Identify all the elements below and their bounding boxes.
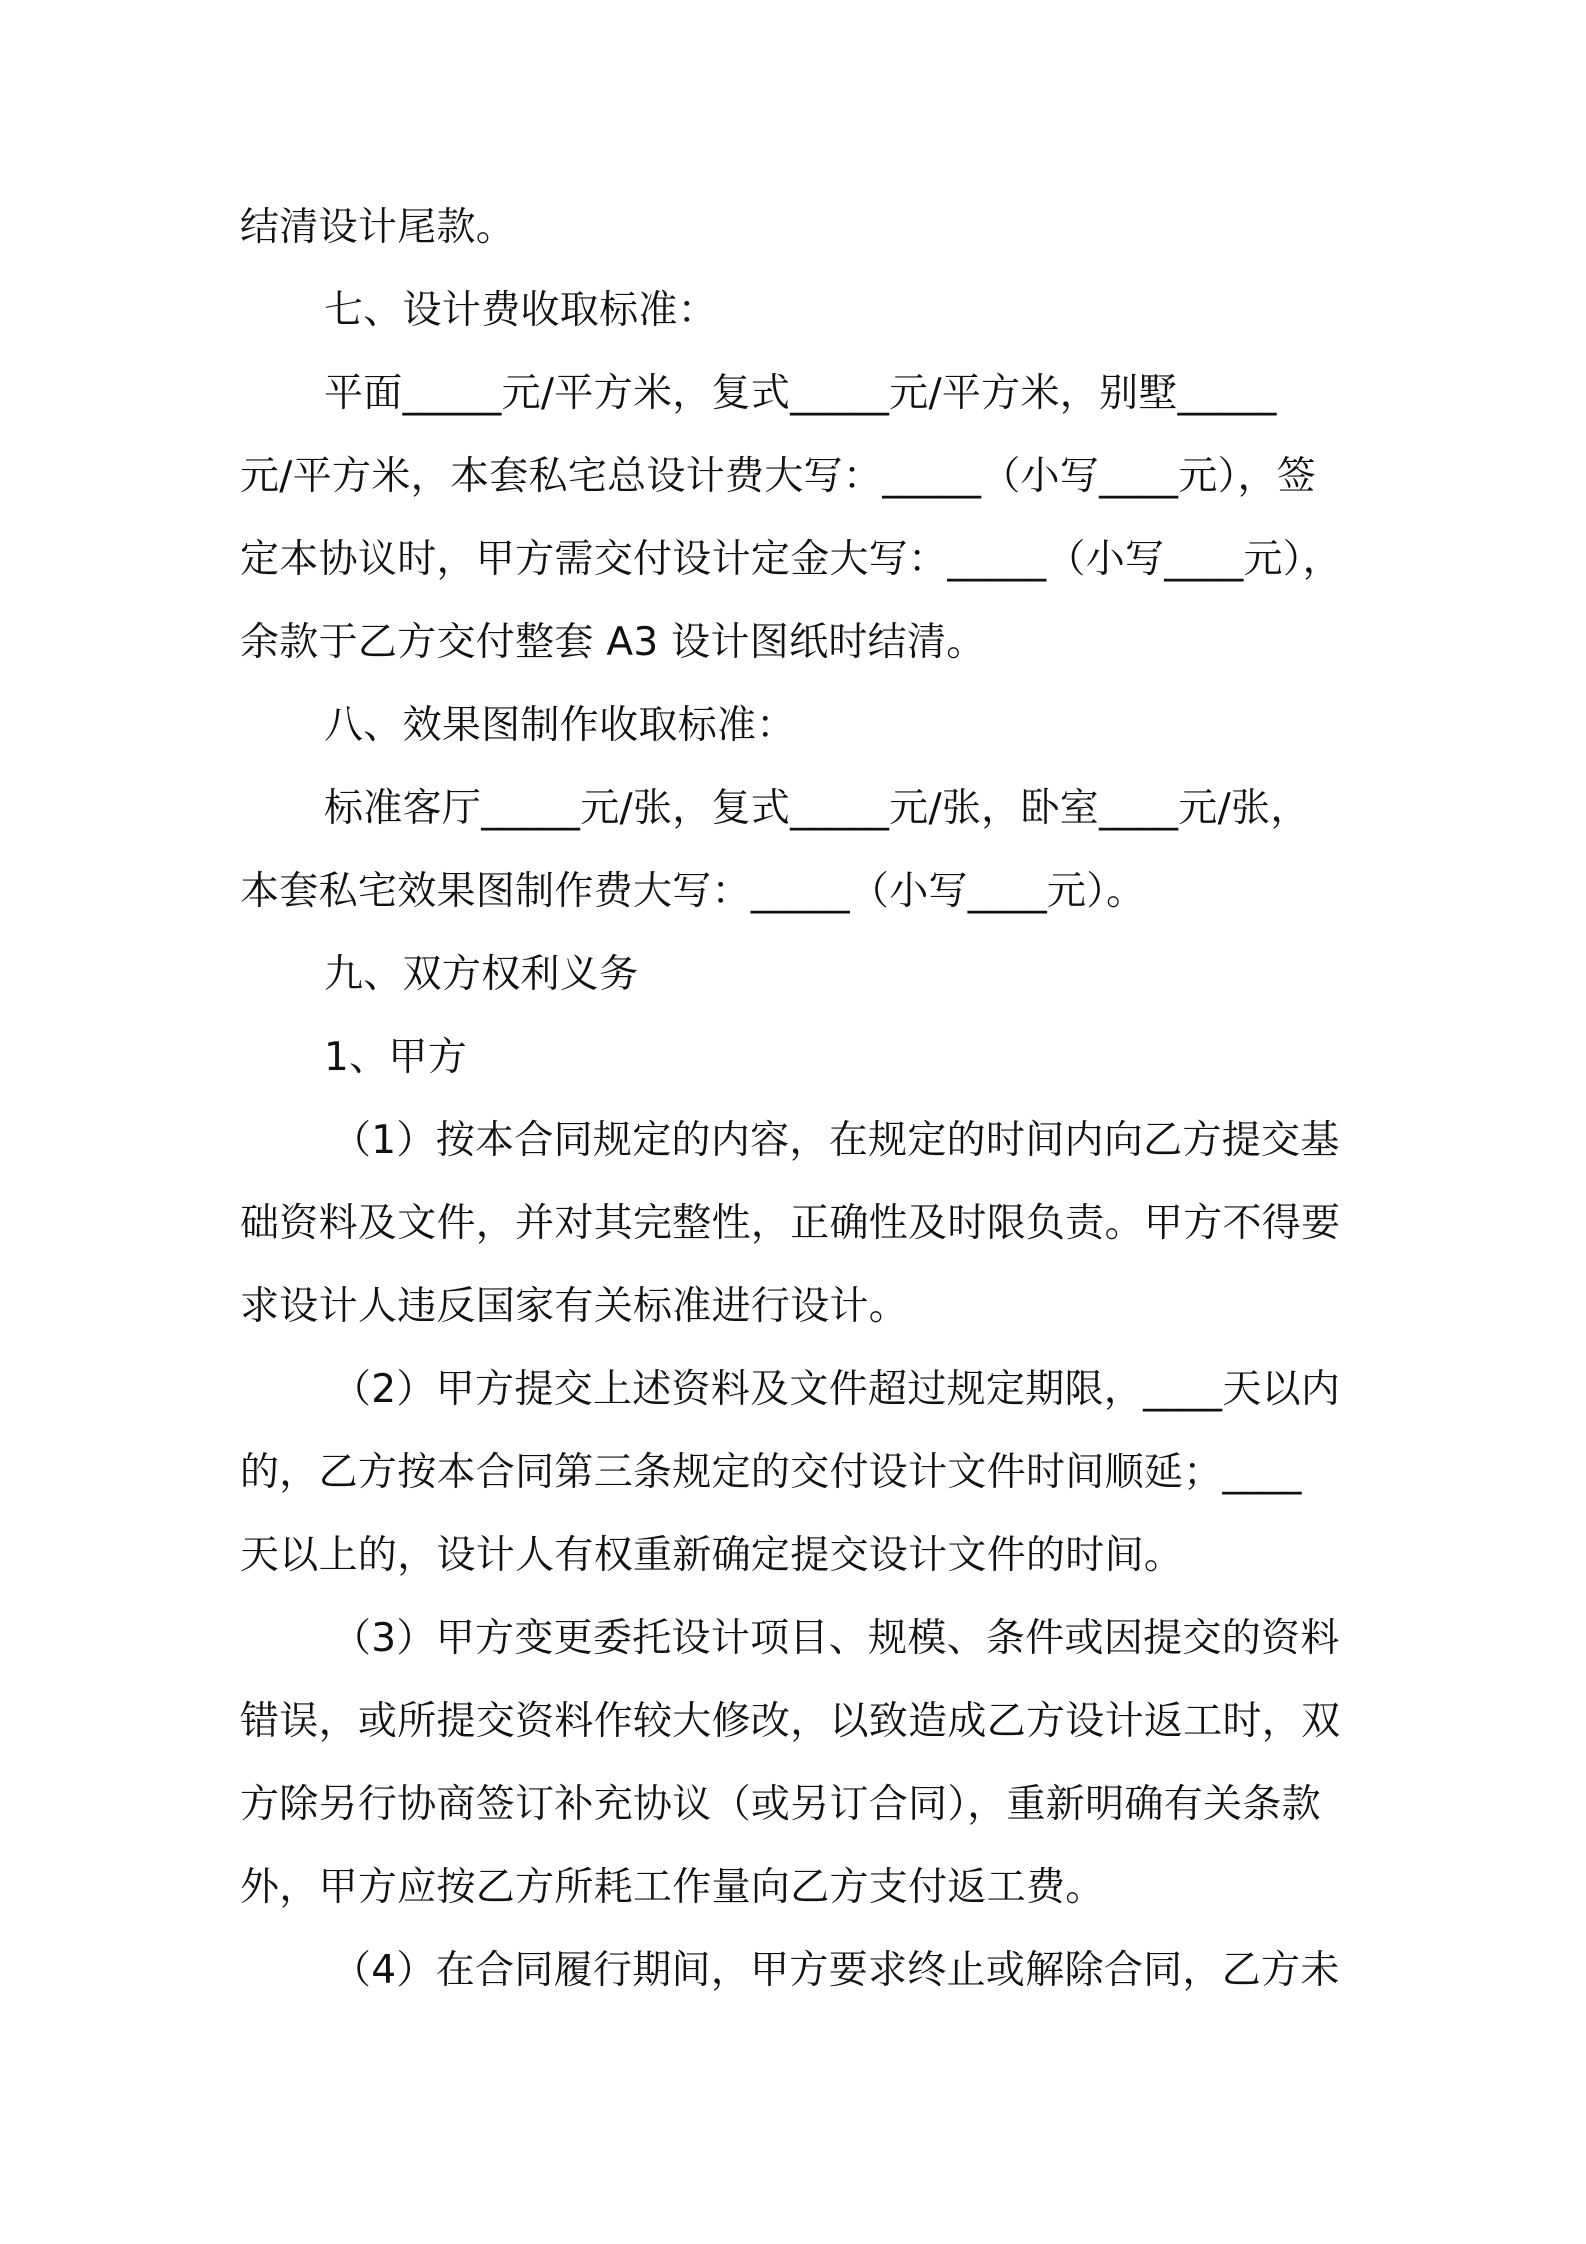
text-line: 础资料及文件，并对其完整性，正确性及时限负责。甲方不得要 bbox=[240, 1201, 1341, 1246]
text-line: 本套私宅效果图制作费大写：_____（小写____元）。 bbox=[240, 869, 1146, 914]
text-line: （3）甲方变更委托设计项目、规模、条件或因提交的资料 bbox=[332, 1616, 1340, 1661]
text-line: 求设计人违反国家有关标准进行设计。 bbox=[240, 1284, 909, 1329]
text-line: 定本协议时，甲方需交付设计定金大写：_____（小写____元）， bbox=[240, 537, 1342, 582]
document-body bbox=[240, 186, 1360, 2012]
text-line: （2）甲方提交上述资料及文件超过规定期限，____天以内 bbox=[332, 1367, 1341, 1412]
subsection-heading: 1、甲方 bbox=[324, 1035, 468, 1080]
text-line: 错误，或所提交资料作较大修改，以致造成乙方设计返工时，双 bbox=[240, 1699, 1341, 1744]
text-line: 外，甲方应按乙方所耗工作量向乙方支付返工费。 bbox=[240, 1865, 1105, 1910]
text-line: 的，乙方按本合同第三条规定的交付设计文件时间顺延；____ bbox=[240, 1450, 1302, 1495]
text-line: （1）按本合同规定的内容，在规定的时间内向乙方提交基 bbox=[332, 1118, 1340, 1163]
text-line: 天以上的，设计人有权重新确定提交设计文件的时间。 bbox=[240, 1533, 1184, 1578]
text-line: 元/平方米，本套私宅总设计费大写：_____（小写____元），签 bbox=[240, 454, 1317, 499]
text-line: 余款于乙方交付整套 A3 设计图纸时结清。 bbox=[240, 620, 986, 665]
text-line: 结清设计尾款。 bbox=[240, 205, 516, 250]
text-line: 标准客厅_____元/张，复式_____元/张，卧室____元/张， bbox=[324, 786, 1310, 831]
section-heading-7: 七、设计费收取标准： bbox=[324, 288, 718, 333]
text-line: （4）在合同履行期间，甲方要求终止或解除合同，乙方未 bbox=[332, 1948, 1340, 1993]
section-heading-9: 九、双方权利义务 bbox=[324, 952, 639, 997]
section-heading-8: 八、效果图制作收取标准： bbox=[324, 703, 796, 748]
text-line: 方除另行协商签订补充协议（或另订合同），重新明确有关条款 bbox=[240, 1782, 1321, 1827]
text-line: 平面_____元/平方米，复式_____元/平方米，别墅_____ bbox=[324, 371, 1277, 416]
